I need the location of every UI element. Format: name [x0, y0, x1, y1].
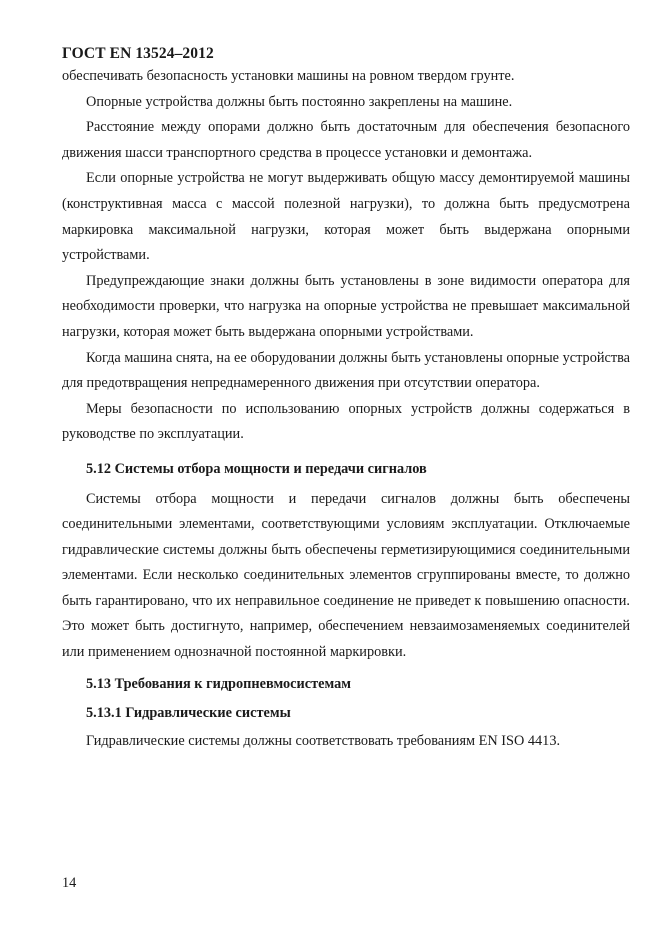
paragraph-machine-removed: Когда машина снята, на ее оборудовании должны быть установлены опорные устройства для предотвращения непреднамеренного движения при отсутствии оператора. [62, 349, 630, 392]
section-heading-5-13: 5.13 Требования к гидропневмосистемам [86, 675, 351, 692]
paragraph-safety-measures: Меры безопасности по использованию опорных устройств должны содержаться в руководстве по эксплуатации. [62, 400, 630, 443]
paragraph-max-load-marking: Если опорные устройства не могут выдерживать общую массу демонтируемой машины (конструктивная масса с массой полезной нагрузки), то должна быть предусмотрена маркировка максимальной нагрузки, которая может быть выдержана опорными устройствами. [62, 170, 630, 264]
paragraph-supports-fixed: Опорные устройства должны быть постоянно закреплены на машине. [86, 93, 513, 110]
page-number: 14 [62, 875, 77, 891]
standard-header: ГОСТ EN 13524–2012 [62, 45, 214, 62]
paragraph-continuation: обеспечивать безопасность установки машины на ровном твердом грунте. [62, 68, 515, 84]
section-heading-5-13-1: 5.13.1 Гидравлические системы [86, 705, 291, 722]
paragraph-power-take-off: Системы отбора мощности и передачи сигналов должны быть обеспечены соединительными элементами, соответствующими условиям эксплуатации. Отключаемые гидравлические системы должны быть обеспечены герметизирующимися соединительными элементами. Если несколько соединительных элементов сгруппированы вместе, то должно быть гарантировано, что их неправильное соединение не приведет к повышению опасности. Это может быть достигнуто, например, обеспечением невзаимозаменяемых соединителей или применением однозначной постоянной маркировки. [62, 490, 630, 661]
section-heading-5-12: 5.12 Системы отбора мощности и передачи сигналов [86, 460, 427, 477]
document-body [62, 64, 630, 754]
paragraph-warning-signs: Предупреждающие знаки должны быть установлены в зоне видимости оператора для необходимости проверки, что нагрузка на опорные устройства не превышает максимальной нагрузки, которая может быть выдержана опорными устройствами. [62, 272, 630, 340]
paragraph-support-distance: Расстояние между опорами должно быть достаточным для обеспечения безопасного движения шасси транспортного средства в процессе установки и демонтажа. [62, 119, 630, 161]
paragraph-hydraulic-systems: Гидравлические системы должны соответствовать требованиям EN ISO 4413. [86, 732, 561, 749]
